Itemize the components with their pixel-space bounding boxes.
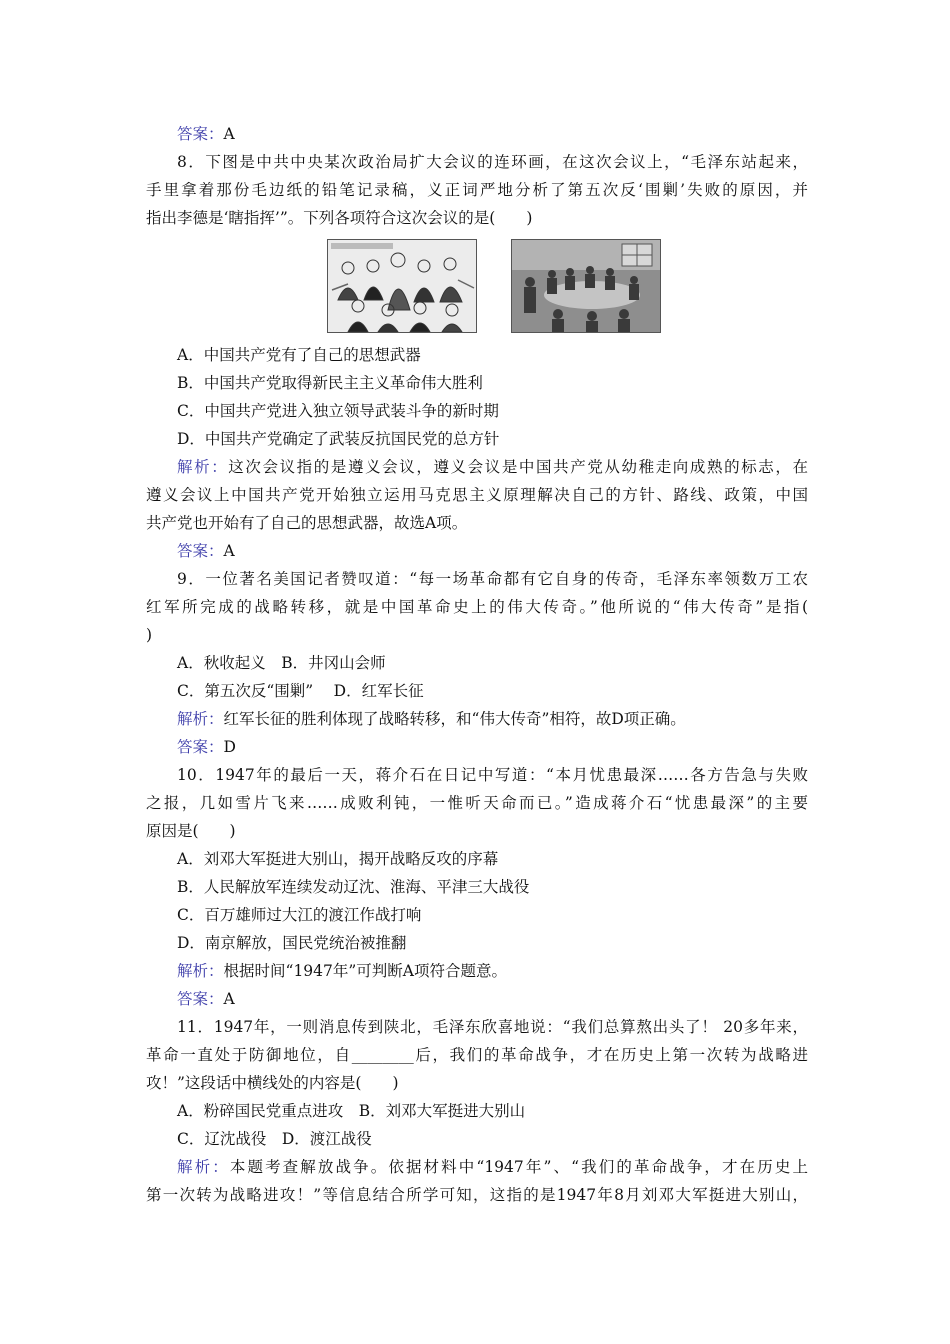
q8-stem-line-2: 手里拿着那份毛边纸的铅笔记录稿，义正词严地分析了第五次反‘围剿’失败的原因，并 [146,181,808,199]
q9-analysis: 解析：红军长征的胜利体现了战略转移，和“伟大传奇”相符，故D项正确。 [177,710,686,728]
q9-options-line-1: A．秋收起义 B．井冈山会师 [177,654,386,672]
q10-stem-line-3: 原因是( ) [146,822,236,840]
q9-answer: 答案：D [177,738,236,756]
q10-analysis: 解析：根据时间“1947年”可判断A项符合题意。 [177,962,508,980]
q11-analysis-line-1: 解析：本题考查解放战争。依据材料中“1947年”、“我们的革命战争，才在历史上 [177,1158,808,1176]
q9-options-line-2: C．第五次反“围剿” D．红军长征 [177,682,424,700]
q8-answer: 答案：A [177,542,235,560]
q11-stem-line-3: 攻！”这段话中横线处的内容是( ) [146,1074,399,1092]
q8-option-a: A．中国共产党有了自己的思想武器 [177,346,421,364]
q8-stem-line-3: 指出李德是‘瞎指挥’”。下列各项符合这次会议的是( ) [146,209,533,227]
q8-analysis-line-1: 解析：这次会议指的是遵义会议，遵义会议是中国共产党从幼稚走向成熟的标志，在 [177,458,808,476]
q11-options-line-2: C．辽沈战役 D．渡江战役 [177,1130,372,1148]
q9-stem-line-1: 9．一位著名美国记者赞叹道：“每一场革命都有它自身的传奇，毛泽东率领数万工农 [177,570,808,588]
q8-analysis-line-2: 遵义会议上中国共产党开始独立运用马克思主义原理解决自己的方针、路线、政策，中国 [146,486,808,504]
q10-option-b: B．人民解放军连续发动辽沈、淮海、平津三大战役 [177,878,530,896]
q10-option-a: A．刘邓大军挺进大别山，揭开战略反攻的序幕 [177,850,499,868]
q8-analysis-line-3: 共产党也开始有了自己的思想武器，故选A项。 [146,514,468,532]
q11-analysis-line-2: 第一次转为战略进攻！”等信息结合所学可知，这指的是1947年8月刘邓大军挺进大别山， [146,1186,808,1204]
q8-comic-image-left [327,239,477,333]
q10-answer: 答案：A [177,990,235,1008]
q9-stem-line-2: 红军所完成的战略转移，就是中国革命史上的伟大传奇。”他所说的“伟大传奇”是指( [146,598,808,616]
q10-stem-line-2: 之报，几如雪片飞来……成败利钝，一惟听天命而已。”造成蒋介石“忧患最深”的主要 [146,794,808,812]
q8-option-b: B．中国共产党取得新民主主义革命伟大胜利 [177,374,483,392]
q8-meeting-painting-right [511,239,661,333]
q11-options-line-1: A．粉碎国民党重点进攻 B．刘邓大军挺进大别山 [177,1102,526,1120]
q10-stem-line-1: 10．1947年的最后一天，蒋介石在日记中写道：“本月忧患最深……各方告急与失败 [177,766,808,784]
q9-stem-line-3: ) [146,626,153,644]
q8-stem-line-1: 8．下图是中共中央某次政治局扩大会议的连环画，在这次会议上，“毛泽东站起来， [177,153,808,171]
q8-option-c: C．中国共产党进入独立领导武装斗争的新时期 [177,402,499,420]
q7-answer: 答案：A [177,125,235,143]
q11-stem-line-1: 11．1947年，一则消息传到陕北，毛泽东欣喜地说：“我们总算熬出头了！ 20多年来， [177,1018,808,1036]
q8-option-d: D．中国共产党确定了武装反抗国民党的总方针 [177,430,500,448]
q10-option-c: C．百万雄师过大江的渡江作战打响 [177,906,422,924]
q11-stem-line-2: 革命一直处于防御地位，自________后，我们的革命战争，才在历史上第一次转为战略进 [146,1046,808,1064]
q10-option-d: D．南京解放，国民党统治被推翻 [177,934,407,952]
